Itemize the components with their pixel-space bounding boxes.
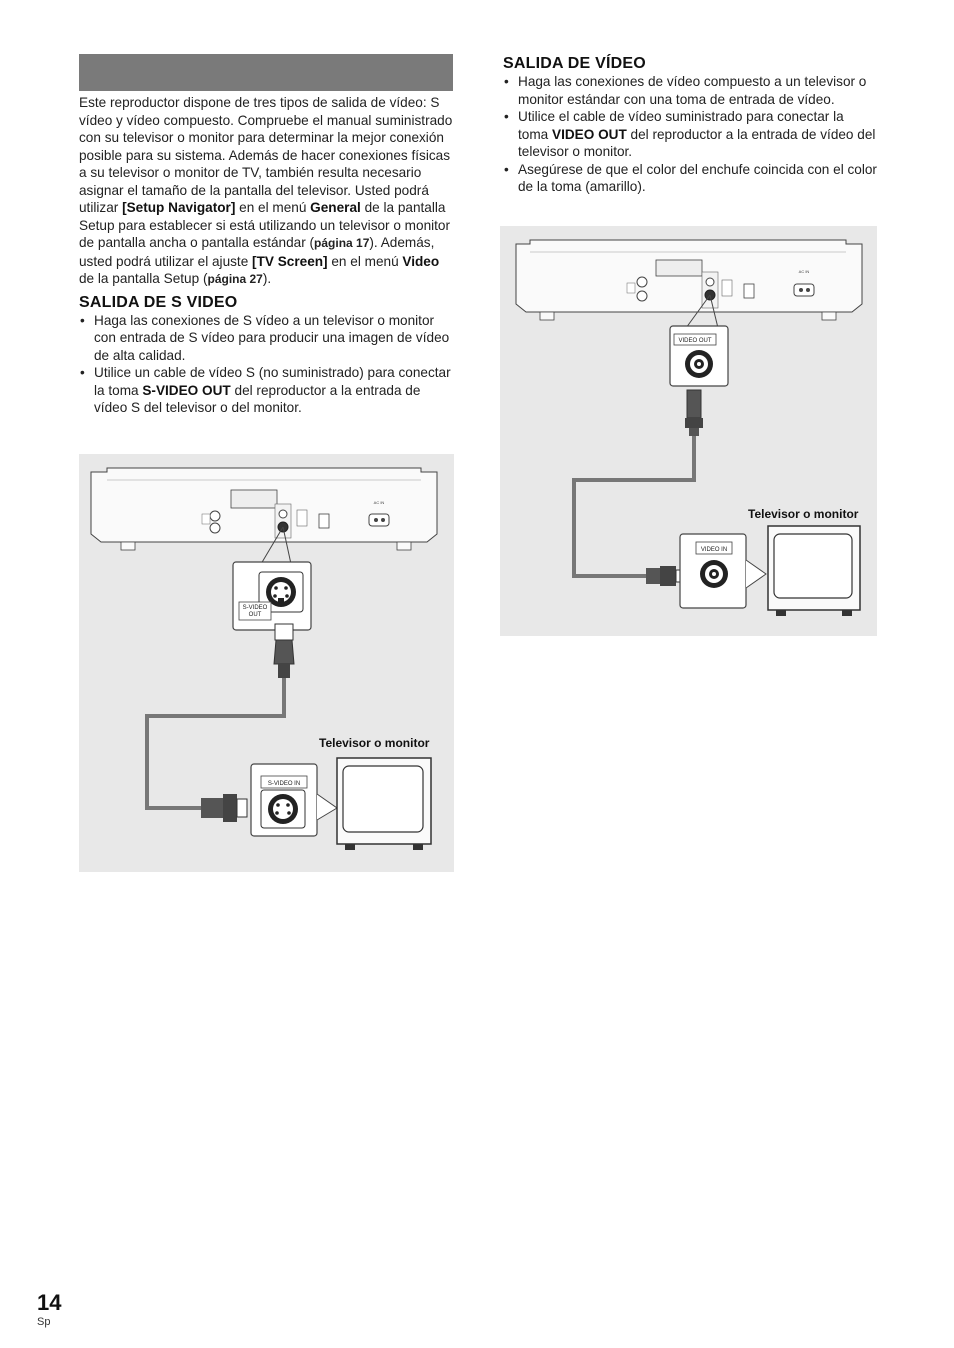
svideo-bullet-2 xyxy=(79,364,453,417)
video-in-label: VIDEO IN xyxy=(700,547,728,553)
intro-paragraph xyxy=(79,94,453,289)
setup-navigator-ref: [Setup Navigator] xyxy=(122,200,236,215)
video-connection-figure xyxy=(500,226,877,636)
svideo-bullet-2-c: del reproductor a la entrada de vídeo S del televisor o del monitor. xyxy=(94,382,421,415)
intro-text-1: Este reproductor dispone de tres tipos de salida de vídeo: S vídeo y vídeo compuesto. Compruebe el manual suministrado con su televisor o monitor para determinar la mejor conexión posible para su sistema. Además de hacer conexiones físicas a su televisor o monitor de TV, también resulta necesario asignar el tamaño de la pantalla del televisor. Usted podrá utilizar xyxy=(79,95,453,215)
svideo-tv-label: Televisor o monitor xyxy=(319,736,430,750)
svideo-diagram xyxy=(79,454,454,872)
svideo-connection-figure xyxy=(79,454,454,872)
video-bullet-2-c: del reproductor a la entrada de vídeo del televisor o monitor. xyxy=(518,126,876,159)
video-out-ref: VIDEO OUT xyxy=(552,126,627,142)
tv-monitor-icon-2 xyxy=(768,526,860,616)
left-column xyxy=(79,94,453,417)
video-out-label: VIDEO OUT xyxy=(678,338,712,344)
intro-text-7: ). xyxy=(262,271,272,286)
video-bullet-1: • Haga las conexiones de vídeo compuesto a un televisor o monitor estándar con una toma de entrada de vídeo. xyxy=(503,73,877,108)
player-rear-panel xyxy=(91,468,437,550)
intro-text-4: ). Además, usted podrá utilizar el ajuste xyxy=(79,235,435,269)
video-diagram xyxy=(500,226,877,636)
video-bullet-3: • Asegúrese de que el color del enchufe coincida con el color de la toma (amarillo). xyxy=(503,161,877,196)
intro-text-2: en el menú xyxy=(235,200,311,215)
video-heading: SALIDA DE VÍDEO xyxy=(503,55,646,72)
player-rear-panel-2 xyxy=(516,240,862,320)
svideo-bullet-2-a: Utilice un cable de vídeo S (no suministrado) para conectar la toma xyxy=(94,365,451,398)
intro-text-5: en el menú xyxy=(327,253,403,269)
video-bullet-list xyxy=(503,73,877,196)
svideo-heading: SALIDA DE S VIDEO xyxy=(79,293,238,311)
svideo-out-ref: S-VIDEO OUT xyxy=(142,382,231,398)
video-menu-ref: Video xyxy=(402,253,440,269)
right-column xyxy=(503,54,877,196)
video-bullet-2-a: Utilice el cable de vídeo suministrado para conectar la toma xyxy=(518,109,844,142)
intro-text-6: de la pantalla Setup ( xyxy=(79,271,208,286)
section-header-bar xyxy=(79,54,453,91)
page-language: Sp xyxy=(37,1316,51,1328)
svideo-bullet-1: • Haga las conexiones de S vídeo a un televisor o monitor con entrada de S vídeo para producir una imagen de vídeo de alta calidad. xyxy=(79,312,453,365)
svideo-in-jack xyxy=(251,764,337,836)
tv-screen-ref: [TV Screen] xyxy=(252,253,328,269)
tv-monitor-icon xyxy=(337,758,431,850)
intro-text-3: de la pantalla Setup para establecer si está utilizando un televisor o monitor de pantalla ancha o pantalla estándar ( xyxy=(79,200,451,250)
video-bullet-2 xyxy=(503,108,877,161)
page-ref-27: página 27 xyxy=(207,272,263,286)
svideo-out-label-1: S-VIDEO xyxy=(242,605,268,611)
svideo-ac-in-label: AC IN xyxy=(373,500,385,505)
video-ac-in-label: AC IN xyxy=(798,269,810,274)
general-menu-ref: General xyxy=(310,200,361,215)
svideo-out-label-2: OUT xyxy=(248,612,262,618)
video-tv-label: Televisor o monitor xyxy=(748,507,859,521)
svideo-bullet-list xyxy=(79,312,453,417)
video-in-jack xyxy=(680,534,766,608)
page-number: 14 xyxy=(37,1290,62,1315)
page-ref-17: página 17 xyxy=(314,236,370,250)
svideo-in-label: S-VIDEO IN xyxy=(267,781,301,787)
